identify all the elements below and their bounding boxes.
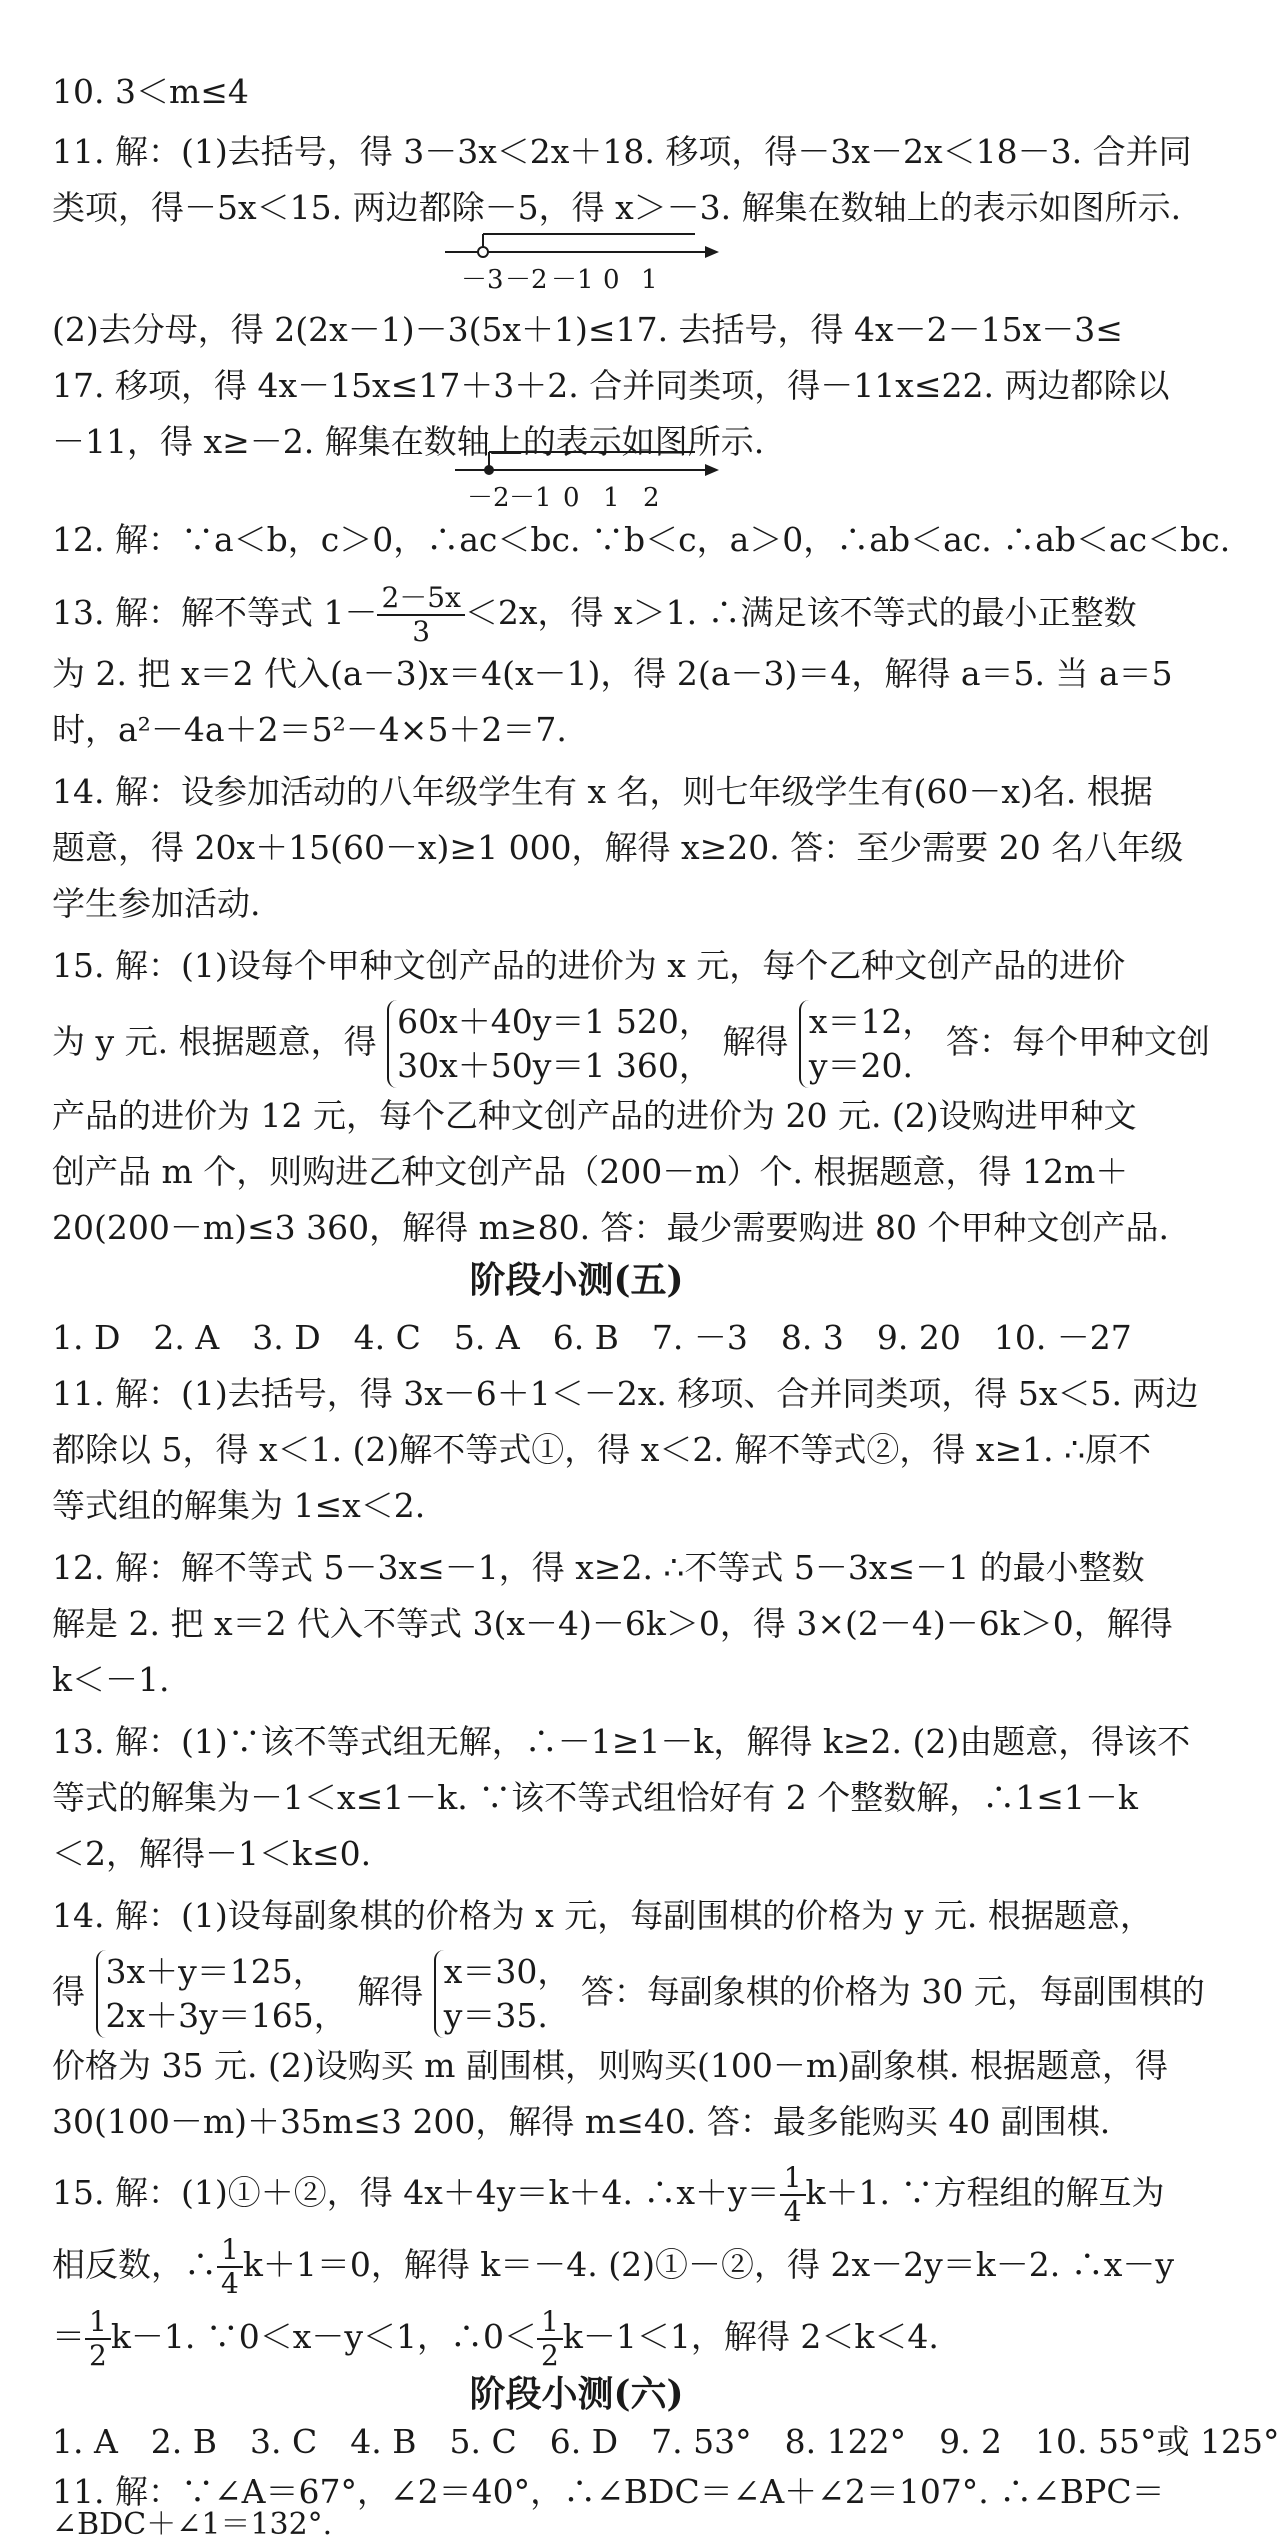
tick-label: －2 [505, 265, 548, 295]
fraction: $\frac{2-5x}{3}$ [377, 582, 464, 648]
m-answer-12-line1: 12. 解：解不等式 5－3x≤－1，得 x≥2. ∴不等式 5－3x≤－1 的最小整数 [52, 1548, 1145, 1587]
tick-label: －3 [461, 265, 504, 295]
tick-label: 0 [563, 483, 580, 513]
m-answer-13-line3: ＜2，解得－1＜k≤0. [52, 1834, 372, 1873]
answer-11-line3: (2)去分母，得 2(2x－1)－3(5x＋1)≤17. 去括号，得 4x－2－15x－3≤ [52, 310, 1123, 349]
answer-14-line2: 题意，得 20x＋15(60－x)≥1 000，解得 x≥20. 答：至少需要 20 名八年级 [52, 828, 1184, 867]
m-answer-14-line1: 14. 解：(1)设每副象棋的价格为 x 元，每副围棋的价格为 y 元. 根据题意， [52, 1896, 1153, 1935]
m-answer-15-line1: 15. 解：(1)①＋②，得 4x＋4y＝k＋4. ∴x＋y＝ $\frac{1}{4}$ k＋1. ∵方程组的解互为 [52, 2161, 1165, 2228]
number-line-2 [445, 446, 735, 516]
solution-system: x＝12， y＝20. [799, 1000, 936, 1088]
answer-10: 10. 3＜m≤4 [52, 72, 249, 111]
m-answer-12-line2: 解是 2. 把 x＝2 代入不等式 3(x－4)－6k＞0，得 3×(2－4)－6k＞0，解得 [52, 1604, 1173, 1643]
answer-15-line1: 15. 解：(1)设每个甲种文创产品的进价为 x 元，每个乙种文创产品的进价 [52, 946, 1126, 985]
fraction: $\frac{1}{4}$ [217, 2234, 243, 2300]
m-answer-12-line3: k＜－1. [52, 1660, 170, 1699]
m-answer-11-line2: 都除以 5，得 x＜1. (2)解不等式①，得 x＜2. 解不等式②，得 x≥1. ∴原不 [52, 1430, 1152, 1469]
answer-11-line5: －11，得 x≥－2. 解集在数轴上的表示如图所示. [52, 422, 765, 461]
number-line-1 [435, 228, 735, 298]
fraction: $\frac{1}{2}$ [537, 2306, 563, 2372]
m-answer-15-line3: ＝ $\frac{1}{2}$ k－1. ∵0＜x－y＜1，∴0＜ $\frac{1}{2}$ k－1＜1，解得 2＜k＜4. [52, 2305, 939, 2372]
answer-15-line3: 产品的进价为 12 元，每个乙种文创产品的进价为 20 元. (2)设购进甲种文 [52, 1096, 1137, 1135]
m-answer-13-line1: 13. 解：(1)∵该不等式组无解，∴－1≥1－k，解得 k≥2. (2)由题意，得该不 [52, 1722, 1191, 1761]
m-answer-11-line1: 11. 解：(1)去括号，得 3x－6＋1＜－2x. 移项、合并同类项，得 5x＜5. 两边 [52, 1374, 1199, 1413]
answer-11-line1: 11. 解：(1)去括号，得 3－3x＜2x＋18. 移项，得－3x－2x＜18－3. 合并同 [52, 132, 1192, 171]
answer-13-line2: 为 2. 把 x＝2 代入(a－3)x＝4(x－1)，得 2(a－3)＝4，解得 a＝5. 当 a＝5 [52, 654, 1173, 693]
tick-label: 0 [603, 265, 620, 295]
answer-14-line1: 14. 解：设参加活动的八年级学生有 x 名，则七年级学生有(60－x)名. 根据 [52, 772, 1153, 811]
choice-answers-6: 1. A 2. B 3. C 4. B 5. C 6. D 7. 53° 8. 122° 9. 2 10. 55°或 125° [52, 2422, 1279, 2461]
equation-system: 60x＋40y＝1 520， 30x＋50y＝1 360， [387, 1000, 712, 1088]
solution-system: x＝30， y＝35. [434, 1950, 571, 2038]
answer-13-line1: 13. 解：解不等式 1－ $\frac{2-5x}{3}$ ＜2x，得 x＞1. ∴满足该不等式的最小正整数 [52, 581, 1137, 648]
m-answer-14-line2: 得 3x＋y＝125， 2x＋3y＝165， 解得 x＝30， y＝35. 答：每副象棋的价格为 30 元，每副围棋的 [52, 1950, 1112, 2038]
answer-15-line2: 为 y 元. 根据题意，得 60x＋40y＝1 520， 30x＋50y＝1 360， 解得 x＝12， y＝20. 答：每个甲种文创 [52, 1000, 1112, 1088]
equation-system: 3x＋y＝125， 2x＋3y＝165， [96, 1950, 347, 2038]
fraction: $\frac{1}{4}$ [780, 2162, 806, 2228]
answer-14-line3: 学生参加活动. [52, 884, 261, 923]
tick-label: 1 [641, 265, 658, 295]
m-answer-11-line3: 等式组的解集为 1≤x＜2. [52, 1486, 426, 1525]
s-answer-11-line2: ∠BDC＋∠1＝132°. [52, 2507, 333, 2542]
s-answer-11-line1: 11. 解：∵∠A＝67°，∠2＝40°，∴∠BDC＝∠A＋∠2＝107°. ∴∠BPC＝ [52, 2472, 1165, 2511]
tick-label: －1 [551, 265, 594, 295]
tick-label: －1 [509, 483, 552, 513]
m-answer-14-line3: 价格为 35 元. (2)设购买 m 副围棋，则购买(100－m)副象棋. 根据题意，得 [52, 2046, 1168, 2085]
answer-11-line4: 17. 移项，得 4x－15x≤17＋3＋2. 合并同类项，得－11x≤22. 两边都除以 [52, 366, 1170, 405]
m-answer-13-line2: 等式的解集为－1＜x≤1－k. ∵该不等式组恰好有 2 个整数解，∴1≤1－k [52, 1778, 1138, 1817]
tick-label: －2 [467, 483, 510, 513]
tick-label: 2 [643, 483, 660, 513]
m-answer-15-line2: 相反数，∴ $\frac{1}{4}$ k＋1＝0，解得 k＝－4. (2)①－②，得 2x－2y＝k－2. ∴x－y [52, 2233, 1174, 2300]
tick-label: 1 [603, 483, 620, 513]
answer-12: 12. 解：∵a＜b，c＞0，∴ac＜bc. ∵b＜c，a＞0，∴ab＜ac. ∴ab＜ac＜bc. [52, 520, 1231, 559]
answer-15-line4: 创产品 m 个，则购进乙种文创产品（200－m）个. 根据题意，得 12m＋ [52, 1152, 1129, 1191]
answer-11-line2: 类项，得－5x＜15. 两边都除－5，得 x＞－3. 解集在数轴上的表示如图所示. [52, 188, 1182, 227]
m-answer-14-line4: 30(100－m)＋35m≤3 200，解得 m≤40. 答：最多能购买 40 副围棋. [52, 2102, 1111, 2141]
fraction: $\frac{1}{2}$ [85, 2306, 111, 2372]
choice-answers-5: 1. D 2. A 3. D 4. C 5. A 6. B 7. －3 8. 3 9. 20 10. －27 [52, 1318, 1132, 1357]
answer-13-line3: 时，a²－4a＋2＝5²－4×5＋2＝7. [52, 710, 567, 749]
section-title-5: 阶段小测(五) [469, 1259, 684, 1301]
section-title-6: 阶段小测(六) [469, 2373, 684, 2415]
answer-15-line5: 20(200－m)≤3 360，解得 m≥80. 答：最少需要购进 80 个甲种文创产品. [52, 1208, 1170, 1247]
